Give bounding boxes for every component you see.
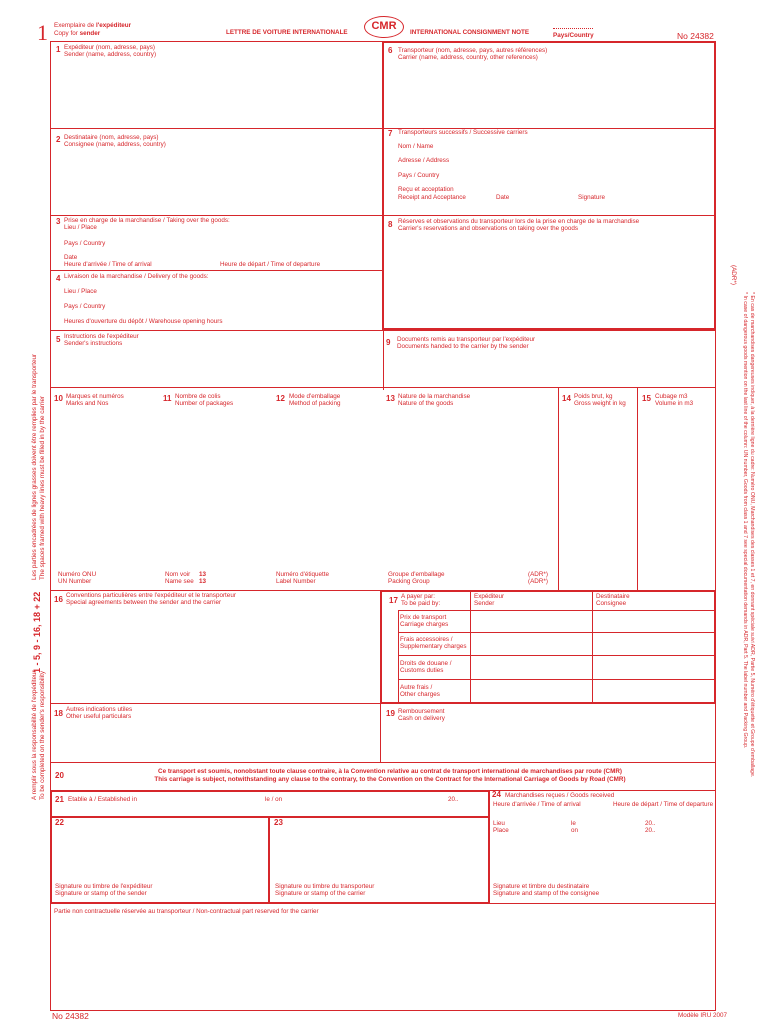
box17-consignee-en: Consignee	[596, 600, 627, 607]
box7-address: Adresse / Address	[398, 157, 450, 164]
box16-number: 16	[54, 595, 63, 604]
country-dots	[553, 28, 593, 29]
box24-sig-fr: Signature et timbre du destinataire	[493, 883, 590, 890]
box20-number: 20	[55, 771, 64, 780]
box17-divider	[398, 610, 714, 611]
copy-for-en: Copy for sender	[54, 30, 101, 37]
box24-le: le	[571, 820, 576, 827]
box8-label-fr: Réserves et observations du transporteur lors de la prise en charge de la marchandise	[398, 218, 640, 225]
box21-frame	[50, 790, 490, 818]
box2-label-en: Consignee (name, address, country)	[64, 141, 166, 148]
box24-year1: 20..	[645, 820, 656, 827]
box23-sig-en: Signature or stamp of the carrier	[275, 890, 366, 897]
un-number-fr: Numéro ONU	[58, 571, 97, 578]
box22-sig-en: Signature or stamp of the sender	[55, 890, 147, 897]
box16-label-fr: Conventions particulières entre l'expéditeur et le transporteur	[66, 592, 236, 599]
box3-departure: Heure de départ / Time of departure	[220, 261, 321, 268]
right-margin-fr: * En cas de marchandises dangereuses indiquer, à la dernière ligne du cadre: Numéro ONU, Marchandises des classes 1 et 7, en donnant spéciale suivi ADR, Partie 5, Numéro d'étiquette et Groupe d'emballage.	[749, 292, 755, 778]
box7-receipt-en: Receipt and Acceptance	[398, 194, 466, 201]
box3-date: Date	[64, 254, 78, 261]
box22-23-divider	[268, 816, 270, 904]
box17-row-fr: Prix de transport	[400, 614, 447, 621]
box24-arrival: Heure d'arrivée / Time of arrival	[493, 801, 581, 808]
bottom-border	[50, 1010, 716, 1011]
margin-en-1: The spaces framed with heavy lines must be filled in by the carrier	[39, 395, 46, 580]
margin-fr-1: Les parties encadrées de lignes grasses doivent être remplies par le transporteur	[31, 353, 38, 580]
box10-number: 10	[54, 394, 63, 403]
box15-label-fr: Cubage m3	[655, 393, 688, 400]
box17-divider	[398, 679, 714, 680]
adr-mark-2: (ADR*)	[528, 578, 548, 585]
box24-departure: Heure de départ / Time of departure	[613, 801, 714, 808]
box8-number: 8	[388, 220, 393, 229]
box7-signature: Signature	[578, 194, 605, 201]
box7-name: Nom / Name	[398, 143, 434, 150]
box12-label-fr: Mode d'emballage	[289, 393, 341, 400]
box24-lieu: Lieu	[493, 820, 505, 827]
box3-number: 3	[56, 217, 61, 226]
right-margin-adr: (ADR*)	[730, 265, 737, 285]
box9-number: 9	[386, 338, 391, 347]
box7-receipt-fr: Reçu et acceptation	[398, 186, 454, 193]
divider	[637, 387, 638, 590]
box14-label-fr: Poids brut, kg	[574, 393, 613, 400]
box17-row-en: Other charges	[400, 691, 440, 698]
box17-row-en: Carriage charges	[400, 621, 449, 628]
title-fr: LETTRE DE VOITURE INTERNATIONALE	[226, 29, 348, 36]
cmr-logo: CMR	[364, 16, 404, 38]
box9-label-fr: Documents remis au transporteur par l'expéditeur	[397, 336, 536, 343]
box3-place: Lieu / Place	[64, 224, 97, 231]
divider	[50, 270, 383, 271]
box4-label: Livraison de la marchandise / Delivery of the goods:	[64, 273, 209, 280]
box24-number: 24	[492, 790, 501, 799]
box23-number: 23	[274, 818, 283, 827]
packing-group-en: Packing Group	[388, 578, 430, 585]
box1-label-fr: Expéditeur (nom, adresse, pays)	[64, 44, 155, 51]
box11-label-fr: Nombre de colis	[175, 393, 221, 400]
divider	[558, 387, 559, 590]
box21-number: 21	[55, 795, 64, 804]
box24-year2: 20..	[645, 827, 656, 834]
box6-label-en: Carrier (name, address, country, other references)	[398, 54, 538, 61]
box17-divider	[470, 592, 471, 702]
box7-date: Date	[496, 194, 510, 201]
box2-number: 2	[56, 135, 61, 144]
label-number-fr: Numéro d'étiquette	[276, 571, 330, 578]
name-see-ref2: 13	[199, 578, 207, 585]
header-country: Pays/Country	[553, 32, 594, 39]
label-number-en: Label Number	[276, 578, 316, 585]
box20-text-en: This carriage is subject, notwithstanding any clause to the contrary, to the Convention on the Contract for the International Carriage of Goods by Road (CMR)	[154, 776, 626, 783]
divider	[50, 128, 383, 129]
right-margin-en: * In case of dangerous goods mention on the last line of the column: UN number, Goods from class 1 and 7 see special documentation demands in ADR, Part 5. The label number and Packing Group.	[742, 292, 748, 749]
box3-country: Pays / Country	[64, 240, 106, 247]
box19-label-en: Cash on delivery	[398, 715, 445, 722]
box24-title: Marchandises reçues / Goods received	[505, 792, 615, 799]
name-see-en: Name see	[165, 578, 194, 585]
box17-number: 17	[389, 596, 398, 605]
box11-number: 11	[163, 394, 172, 403]
top-border	[50, 41, 383, 42]
box21-on: le / on	[265, 796, 283, 803]
margin-en-2: To be completed on the sender's responsibility	[39, 671, 46, 800]
box14-label-en: Gross weight in kg	[574, 400, 626, 407]
box8-label-en: Carrier's reservations and observations on taking over the goods	[398, 225, 579, 232]
box20-text-fr: Ce transport est soumis, nonobstant toute clause contraire, à la Convention relative au contrat de transport international de marchandises par route (CMR)	[158, 768, 622, 775]
box6-number: 6	[388, 46, 393, 55]
box10-label-fr: Marques et numéros	[66, 393, 124, 400]
doc-number: No 24382	[677, 31, 714, 41]
box15-label-en: Volume in m3	[655, 400, 694, 407]
box4-number: 4	[56, 274, 61, 283]
box17-divider	[398, 632, 714, 633]
box1-number: 1	[56, 45, 61, 54]
box15-number: 15	[642, 394, 651, 403]
name-see-fr: Nom voir	[165, 571, 191, 578]
box10-label-en: Marks and Nos	[66, 400, 109, 407]
box18-number: 18	[54, 709, 63, 718]
copy-number: 1	[37, 20, 48, 45]
box3-arrival: Heure d'arrivée / Time of arrival	[64, 261, 152, 268]
box22-number: 22	[55, 818, 64, 827]
footer-model: Modèle IRU 2007	[678, 1012, 728, 1019]
box22-sig-fr: Signature ou timbre de l'expéditeur	[55, 883, 153, 890]
box5-label-en: Sender's instructions	[64, 340, 123, 347]
box17-sender-en: Sender	[474, 600, 495, 607]
box13-label-fr: Nature de la marchandise	[398, 393, 471, 400]
box16-label-en: Special agreements between the sender and the carrier	[66, 599, 222, 606]
copy-for-fr: Exemplaire de l'expéditeur	[54, 22, 132, 29]
box17-row-fr: Autre frais /	[400, 684, 433, 691]
box24-place: Place	[493, 827, 509, 834]
box4-hours: Heures d'ouverture du dépôt / Warehouse opening hours	[64, 318, 223, 325]
divider	[380, 703, 381, 762]
box19-label-fr: Remboursement	[398, 708, 445, 715]
margin-fr-2: A remplir sous la responsabilité de l'expéditeur	[31, 670, 38, 800]
box2-label-fr: Destinataire (nom, adresse, pays)	[64, 134, 159, 141]
footer-doc-number: No 24382	[52, 1011, 89, 1021]
divider	[50, 762, 716, 763]
box19-number: 19	[386, 709, 395, 718]
title-en: INTERNATIONAL CONSIGNMENT NOTE	[410, 29, 530, 36]
box11-label-en: Number of packages	[175, 400, 234, 407]
box4-place: Lieu / Place	[64, 288, 97, 295]
adr-mark-1: (ADR*)	[528, 571, 548, 578]
non-contractual-label: Partie non contractuelle réservée au transporteur / Non-contractual part reserved for the carrier	[54, 908, 319, 915]
box24-on: on	[571, 827, 579, 834]
box13-label-en: Nature of the goods	[398, 400, 454, 407]
divider	[50, 215, 383, 216]
box17-label-fr: A payer par:	[401, 593, 435, 600]
box24-sig-en: Signature and stamp of the consignee	[493, 890, 600, 897]
box5-label-fr: Instructions de l'expéditeur	[64, 333, 139, 340]
box17-divider	[398, 610, 399, 702]
box17-row-en: Customs duties	[400, 667, 444, 674]
box23-sig-fr: Signature ou timbre du transporteur	[275, 883, 375, 890]
box1-label-en: Sender (name, address, country)	[64, 51, 157, 58]
box17-row-fr: Droits de douane /	[400, 660, 452, 667]
box17-divider	[398, 655, 714, 656]
box13-number: 13	[386, 394, 395, 403]
box7-8-divider	[382, 215, 716, 216]
box17-consignee-fr: Destinataire	[596, 593, 630, 600]
box7-number: 7	[388, 129, 393, 138]
box7-title: Transporteurs successifs / Successive carriers	[398, 129, 528, 136]
box18-label-fr: Autres indications utiles	[66, 706, 133, 713]
name-see-ref1: 13	[199, 571, 207, 578]
box6-label-fr: Transporteur (nom, adresse, pays, autres références)	[398, 47, 548, 54]
box7-country: Pays / Country	[398, 172, 440, 179]
box18-label-en: Other useful particulars	[66, 713, 132, 720]
packing-group-fr: Groupe d'emballage	[388, 571, 445, 578]
box5-number: 5	[56, 335, 61, 344]
box17-row-fr: Frais accessoires /	[400, 636, 453, 643]
box3-label: Prise en charge de la marchandise / Taking over the goods:	[64, 217, 230, 224]
box17-row-en: Supplementary charges	[400, 643, 467, 650]
divider	[488, 903, 716, 904]
box17-label-en: To be paid by:	[401, 600, 441, 607]
box17-sender-fr: Expéditeur	[474, 593, 505, 600]
divider	[50, 590, 380, 591]
divider	[488, 790, 716, 791]
box9-label-en: Documents handed to the carrier by the sender	[397, 343, 529, 350]
box17-divider	[592, 592, 593, 702]
box12-number: 12	[276, 394, 285, 403]
box14-number: 14	[562, 394, 571, 403]
box12-label-en: Method of packing	[289, 400, 341, 407]
box4-country: Pays / Country	[64, 303, 106, 310]
box21-year: 20..	[448, 796, 459, 803]
box21-label: Etablie à / Established in	[68, 796, 137, 803]
margin-boxes: 1 - 5, 9 - 16, 18 + 22	[32, 591, 42, 673]
un-number-en: UN Number	[58, 578, 92, 585]
divider	[50, 703, 380, 704]
